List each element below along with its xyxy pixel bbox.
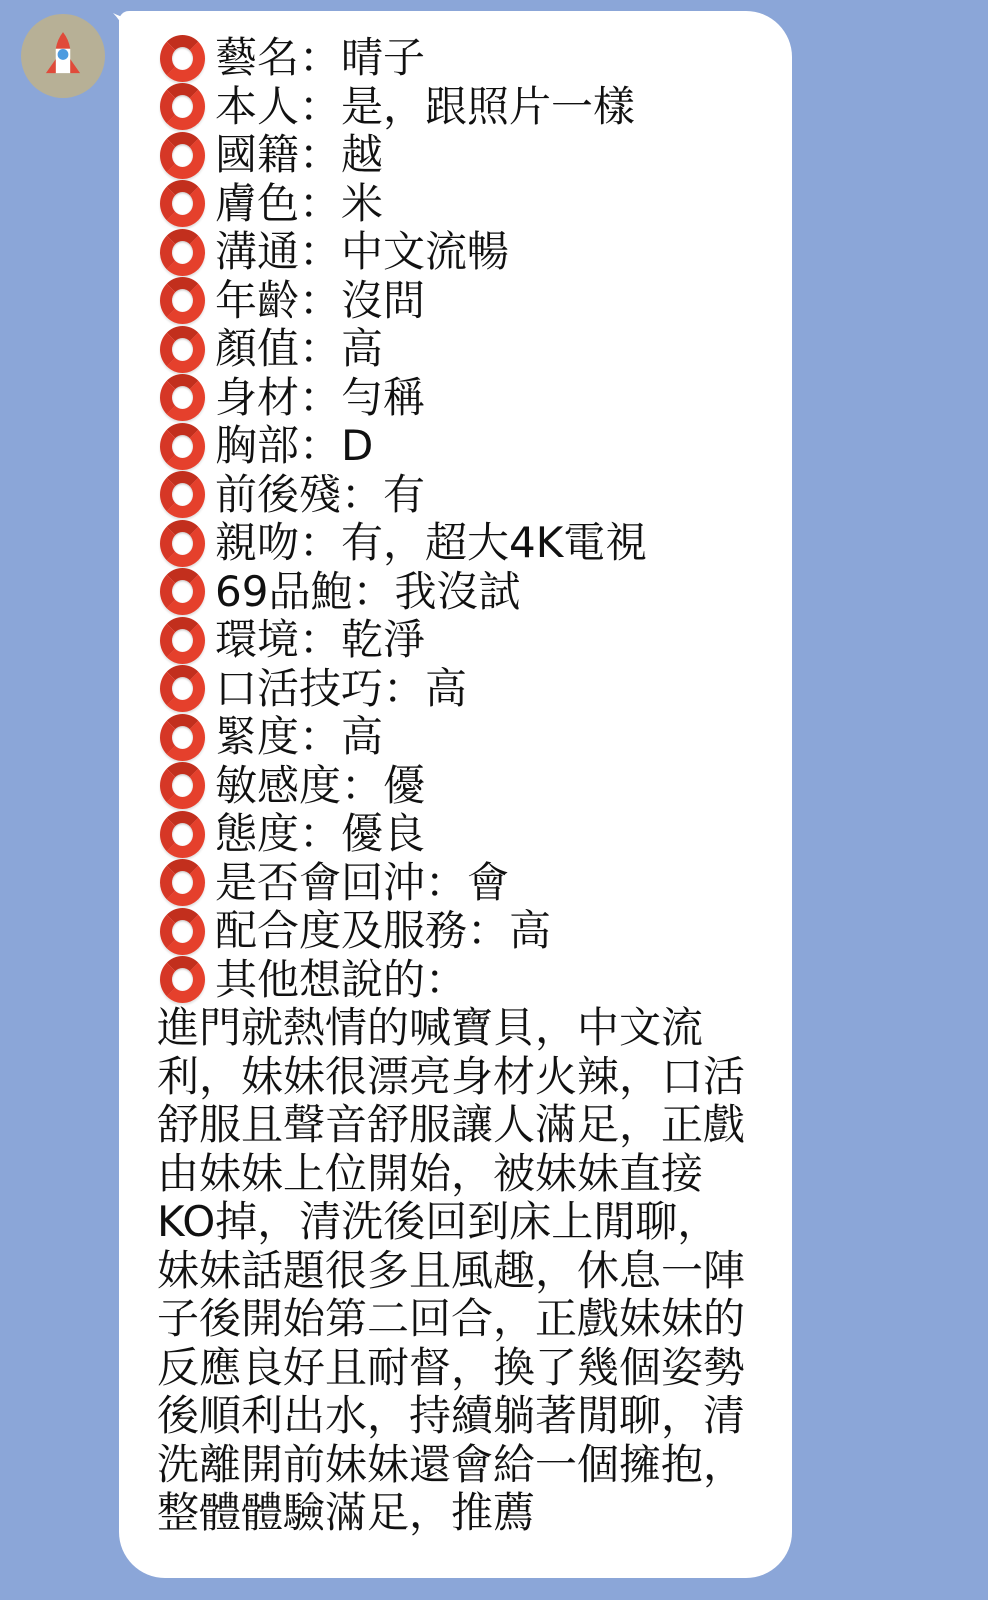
paragraph-line: 利，妹妹很漂亮身材火辣，口活 <box>157 1051 746 1101</box>
bullet-line <box>157 665 764 714</box>
red-circle-emoji <box>160 762 205 809</box>
red-circle-emoji <box>160 811 205 858</box>
bullet-line <box>157 180 764 229</box>
paragraph-line: 由妹妹上位開始，被妹妹直接 <box>157 1148 704 1198</box>
bullet-text: 態度：優良 <box>215 809 426 858</box>
bullet-line <box>157 277 764 326</box>
bullet-text: 口活技巧：高 <box>215 663 468 713</box>
message-bubble <box>119 11 792 1578</box>
bullet-text: 溝通：中文流暢 <box>215 227 510 276</box>
bullet-text: 胸部：D <box>215 421 374 470</box>
red-circle-emoji <box>160 908 205 955</box>
bullet-text: 膚色：米 <box>215 178 384 228</box>
paragraph-line: 整體體驗滿足，推薦 <box>157 1488 536 1537</box>
rocket-icon <box>34 27 92 85</box>
red-circle-emoji <box>160 859 205 906</box>
bullet-text: 配合度及服務：高 <box>215 906 552 955</box>
paragraph-line: 後順利出水，持續躺著閒聊，清 <box>157 1391 746 1440</box>
bullet-line <box>157 422 764 471</box>
bullet-line <box>157 228 764 277</box>
bullet-line <box>157 616 764 665</box>
red-circle-emoji <box>160 35 205 82</box>
red-circle-emoji <box>160 83 205 130</box>
paragraph-line: 洗離開前妹妹還會給一個擁抱， <box>157 1439 746 1489</box>
paragraph-line: 妹妹話題很多且風趣，休息一陣 <box>157 1245 746 1295</box>
bullet-text: 69品鮑：我沒試 <box>215 566 521 616</box>
bullet-text: 親吻：有，超大4K電視 <box>215 518 648 567</box>
red-circle-emoji <box>160 326 205 373</box>
red-circle-emoji <box>160 423 205 470</box>
red-circle-emoji <box>160 520 205 567</box>
bullet-list <box>157 34 764 1004</box>
bullet-text: 前後殘：有 <box>215 469 426 519</box>
red-circle-emoji <box>160 277 205 324</box>
paragraph-line: 反應良好且耐督，換了幾個姿勢 <box>157 1342 746 1392</box>
red-circle-emoji <box>160 374 205 421</box>
paragraph-line: 子後開始第二回合，正戲妹妹的 <box>157 1294 746 1343</box>
bullet-text: 藝名：晴子 <box>215 33 426 82</box>
bullet-text: 年齡：沒問 <box>215 275 426 325</box>
bullet-line <box>157 859 764 908</box>
paragraph <box>157 1004 764 1538</box>
bullet-line <box>157 713 764 762</box>
bullet-text: 其他想說的： <box>215 954 468 1004</box>
bullet-line <box>157 519 764 568</box>
bullet-text: 顏值：高 <box>215 324 384 373</box>
red-circle-emoji <box>160 229 205 276</box>
bullet-text: 身材：勻稱 <box>215 372 426 422</box>
bullet-line <box>157 34 764 83</box>
bullet-line <box>157 956 764 1005</box>
avatar[interactable] <box>21 14 105 98</box>
bullet-text: 是否會回沖：會 <box>215 857 510 907</box>
red-circle-emoji <box>160 471 205 518</box>
red-circle-emoji <box>160 180 205 227</box>
bullet-text: 本人：是，跟照片一樣 <box>215 81 636 131</box>
bullet-text: 環境：乾淨 <box>215 615 426 664</box>
bullet-text: 國籍：越 <box>215 130 384 179</box>
paragraph-line: KO掉，清洗後回到床上閒聊， <box>157 1197 720 1246</box>
bullet-line <box>157 762 764 811</box>
bullet-line <box>157 83 764 132</box>
bullet-line <box>157 907 764 956</box>
bullet-text: 敏感度：優 <box>215 760 426 810</box>
bullet-text: 緊度：高 <box>215 712 384 761</box>
red-circle-emoji <box>160 132 205 179</box>
bullet-line <box>157 374 764 423</box>
paragraph-line: 舒服且聲音舒服讓人滿足，正戲 <box>157 1100 746 1149</box>
bullet-line <box>157 131 764 180</box>
paragraph-line: 進門就熱情的喊寶貝，中文流 <box>157 1003 704 1052</box>
bullet-line <box>157 471 764 520</box>
red-circle-emoji <box>160 956 205 1003</box>
red-circle-emoji <box>160 568 205 615</box>
bullet-line <box>157 568 764 617</box>
bullet-line <box>157 810 764 859</box>
bullet-line <box>157 325 764 374</box>
red-circle-emoji <box>160 617 205 664</box>
red-circle-emoji <box>160 714 205 761</box>
red-circle-emoji <box>160 665 205 712</box>
